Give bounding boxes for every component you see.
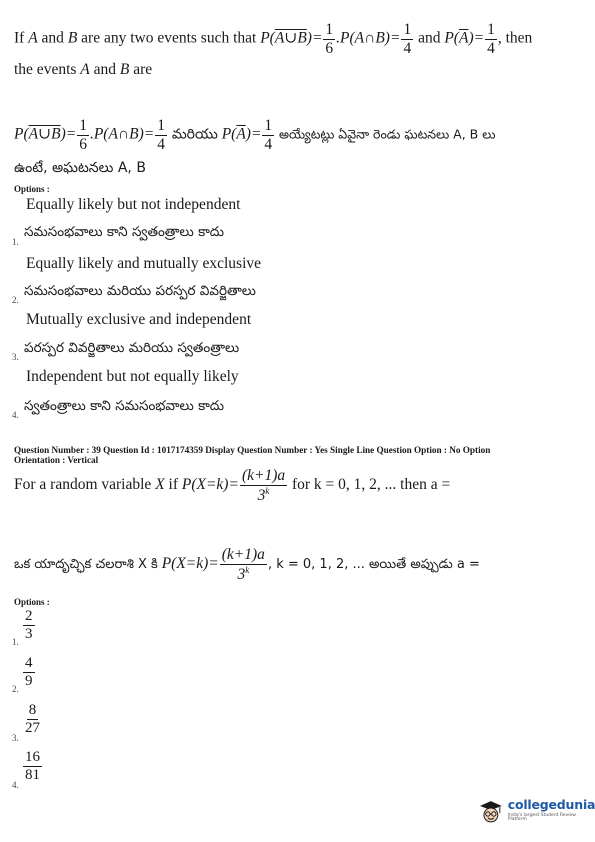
mascot-icon xyxy=(476,796,506,826)
q39-meta xyxy=(14,445,574,465)
q38-math-abar: $P(\overline{A})=$ xyxy=(444,29,485,47)
q39-question-telugu: ఒక యాదృచ్ఛిక చలరాశి X కి P(X=k)= $\frac{(k+1)a}{3^k}$ , k = 0, 1, 2, ... అయితే అప్పుడు a = xyxy=(14,546,480,583)
q38-option-4-english[interactable]: Independent but not equally likely xyxy=(26,368,239,385)
q39-frac: $\frac{(k+1)a}{3^k}$ xyxy=(241,467,286,504)
q38-text: If xyxy=(14,29,25,47)
q39-option-3-number: 3. xyxy=(12,733,19,743)
q38-text: , then xyxy=(497,29,533,47)
q38-text: and xyxy=(41,29,64,47)
q38-option-2-number: 2. xyxy=(12,295,19,305)
q39-option-2-number: 2. xyxy=(12,684,19,694)
q38-options-label: Options : xyxy=(14,184,50,194)
logo-brand: collegedunia xyxy=(507,797,595,813)
q38-option-3-telugu[interactable]: పరస్పర వివర్జితాలు మరియు స్వతంత్రాలు xyxy=(24,340,240,356)
q38-frac-2: $\frac{1}{4}$ xyxy=(403,21,412,57)
q38-text: and xyxy=(418,29,441,47)
q38-text: are any two events such that xyxy=(81,29,257,47)
q39-option-3[interactable]: $\frac{8}{27}$ xyxy=(25,702,40,736)
q38-var-b: B xyxy=(67,29,78,47)
q38-option-4-number: 4. xyxy=(12,410,19,420)
q39-option-1[interactable]: $\frac{2}{3}$ xyxy=(25,608,33,642)
q38-frac-3: $\frac{1}{4}$ xyxy=(487,21,495,57)
collegedunia-logo xyxy=(476,796,595,826)
q39-option-4-number: 4. xyxy=(12,780,19,790)
q38-question-telugu-line2: ఉంటే, అఘటనలు A, B xyxy=(14,160,146,176)
q38-option-4-telugu[interactable]: స్వతంత్రాలు కాని సమసంభవాలు కాదు xyxy=(24,398,224,414)
q38-frac-1: $\frac{1}{6}$ xyxy=(325,21,334,57)
q38-question-english xyxy=(14,22,589,56)
q39-option-1-number: 1. xyxy=(12,637,19,647)
q38-option-3-number: 3. xyxy=(12,352,19,362)
logo-tagline: India's largest Student Review Platform xyxy=(507,812,576,823)
q38-option-2-telugu[interactable]: సమసంభవాలు మరియు పరస్పర వివర్జితాలు xyxy=(24,283,256,299)
q38-option-1-number: 1. xyxy=(12,237,19,247)
q39-meta-line1: Question Number : 39 Question Id : 1017174359 Display Question Number : Yes Single Line Question Option : No Option xyxy=(14,445,491,455)
q38-question-telugu: P(A∪B)= $\frac{1}{6}$ .P(A∩B)= $\frac{1}{4}$ మరియు $P(\overline{A})=$ $\frac{1}{4}$ అయ్యేటట్లు ఏవైనా రెండు ఘటనలు A, B లు xyxy=(14,117,496,153)
q39-option-2[interactable]: $\frac{4}{9}$ xyxy=(25,655,33,689)
q39-question-english: For a random variable X if P(X=k)= $\frac{(k+1)a}{3^k}$ for k = 0, 1, 2, ... then a = xyxy=(14,467,451,504)
q38-math-union: P(A∪B)= xyxy=(260,29,323,47)
q38-var-a: A xyxy=(28,29,38,47)
q39-meta-line2: Orientation : Vertical xyxy=(14,455,99,465)
q38-math-inter: .P(A∩B)= xyxy=(336,29,401,47)
q38-option-1-telugu[interactable]: సమసంభవాలు కాని స్వతంత్రాలు కాదు xyxy=(24,224,224,240)
q39-options-label: Options : xyxy=(14,597,50,607)
q38-option-3-english[interactable]: Mutually exclusive and independent xyxy=(26,311,252,328)
q39-option-4[interactable]: $\frac{16}{81}$ xyxy=(25,749,40,783)
q38-option-1-english[interactable]: Equally likely but not independent xyxy=(26,196,241,213)
q38-option-2-english[interactable]: Equally likely and mutually exclusive xyxy=(26,255,262,272)
q38-question-english-line2: the events A and B are xyxy=(14,61,153,78)
